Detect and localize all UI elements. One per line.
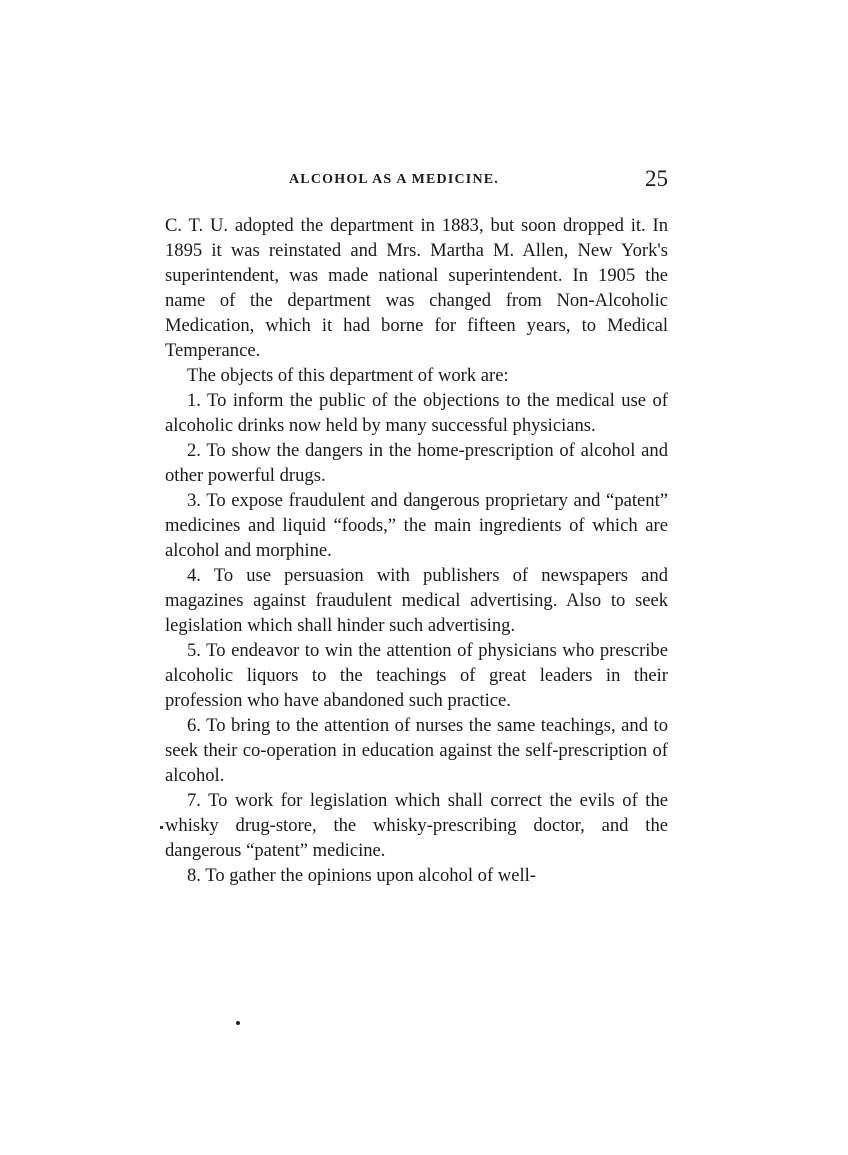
paragraph-item-6: 6. To bring to the attention of nurses the same teachings, and to seek their co-operation in education against the self-prescription of alcohol. bbox=[165, 715, 668, 786]
page-number: 25 bbox=[645, 166, 668, 191]
paragraph-item-2: 2. To show the dangers in the home-prescription of alcohol and other powerful drugs. bbox=[165, 440, 668, 486]
running-head bbox=[165, 166, 668, 196]
paragraph-item-8: 8. To gather the opinions upon alcohol of well- bbox=[187, 865, 536, 886]
paragraph-item-1: 1. To inform the public of the objections to the medical use of alcoholic drinks now held by many successful physicians. bbox=[165, 390, 668, 436]
paragraph-continuation: C. T. U. adopted the department in 1883, but soon dropped it. In 1895 it was reinstated and Mrs. Martha M. Allen, New York's superintendent, was made national superintendent. In 1905 the name of the department was changed from Non-Alcoholic Medication, which it had borne for fifteen years, to Medical Temperance. bbox=[165, 215, 668, 361]
paragraph-item-5: 5. To endeavor to win the attention of physicians who prescribe alcoholic liquors to the teachings of great leaders in their profession who have abandoned such practice. bbox=[165, 640, 668, 711]
ink-speck bbox=[236, 1021, 240, 1025]
paragraph-objects-intro: The objects of this department of work are: bbox=[187, 365, 509, 386]
paragraph-item-4: 4. To use persuasion with publishers of newspapers and magazines against fraudulent medical advertising. Also to seek legislation which shall hinder such advertising. bbox=[165, 565, 668, 636]
running-title: ALCOHOL AS A MEDICINE. bbox=[289, 172, 499, 187]
paragraph-item-7: 7. To work for legislation which shall correct the evils of the whisky drug-store, the whisky-prescribing doctor, and the dangerous “patent” medicine. bbox=[165, 790, 668, 861]
margin-mark bbox=[160, 826, 163, 829]
paragraph-item-3: 3. To expose fraudulent and dangerous proprietary and “patent” medicines and liquid “foods,” the main ingredients of which are alcohol and morphine. bbox=[165, 490, 668, 561]
body-text bbox=[165, 213, 668, 888]
